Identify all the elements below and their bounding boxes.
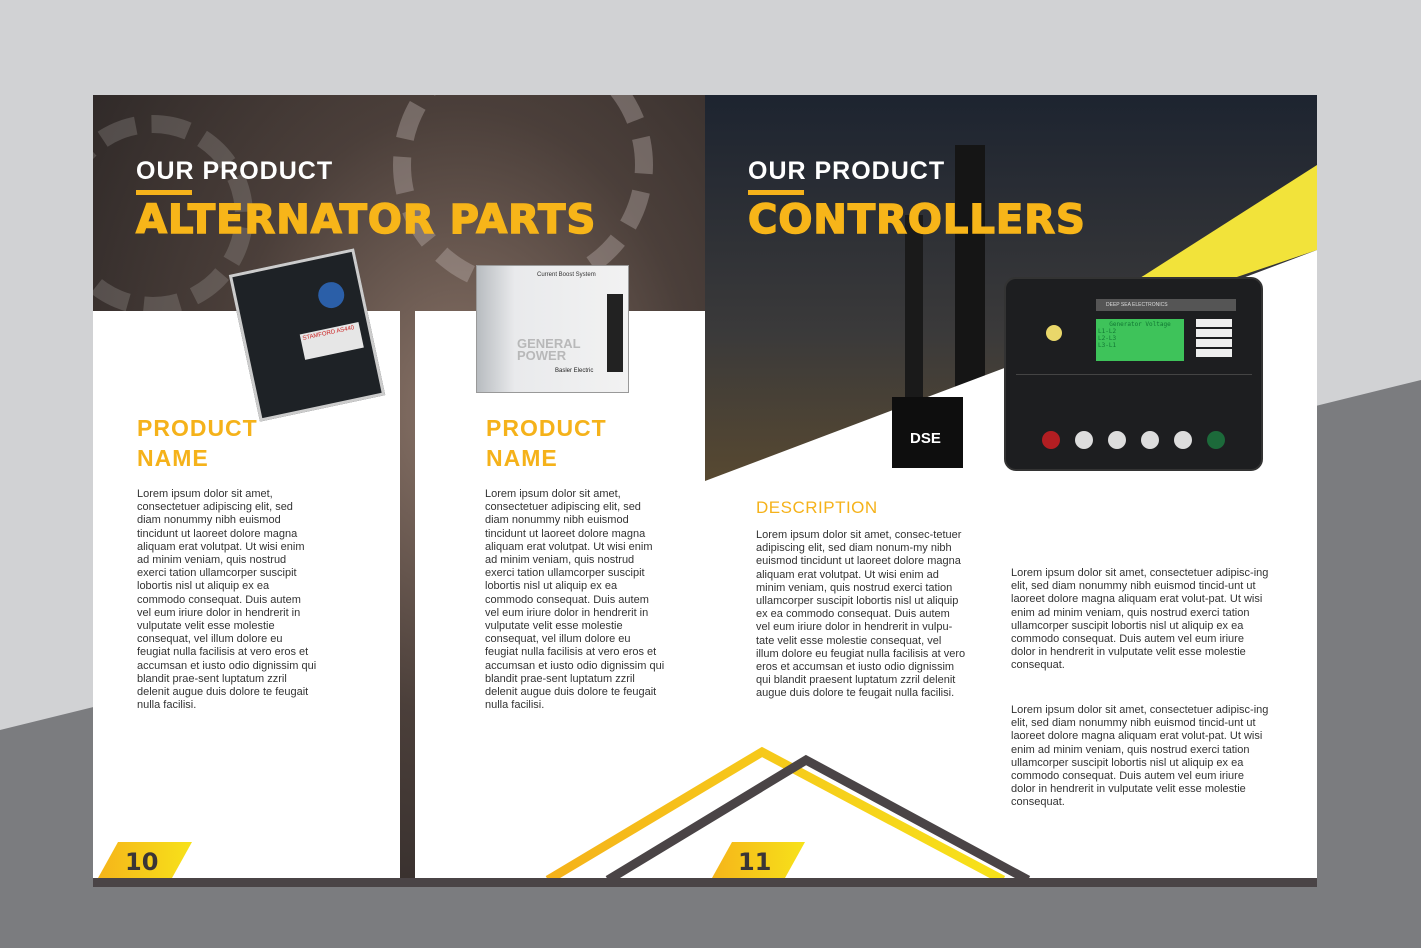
product-body-2: Lorem ipsum dolor sit amet, consectetuer adipiscing elit, sed diam nonummy nibh euismod tincidunt ut laoreet dolore magna aliquam erat volutpat. Ut wisi enim ad minim veniam, quis nostrud exerci tation ullamcorper suscipit lobortis nisl ut aliquip ex ea commodo consequat. Duis autem vel eum iriure dolor in hendrerit in vulputate velit esse molestie consequat, vel illum dolore eu feugiat nulla facilisis at vero eros et accumsan et iusto odio dignissim qui blandit prae-sent luptatum zzril delenit augue duis dolore te feugait nulla facilisi. [485, 488, 665, 712]
right-title: CONTROLLERS [748, 197, 1086, 243]
product-name-2: PRODUCT NAME [486, 415, 607, 471]
product-name-1: PRODUCT NAME [137, 415, 258, 471]
brochure-spread [93, 95, 1317, 887]
boost-brand: Basler Electric [555, 368, 594, 374]
description-heading: DESCRIPTION [756, 498, 878, 517]
right-kicker: OUR PRODUCT [748, 157, 946, 185]
product-body-1: Lorem ipsum dolor sit amet, consectetuer adipiscing elit, sed diam nonummy nibh euismod tincidunt ut laoreet dolore magna aliquam erat volutpat. Ut wisi enim ad minim veniam, quis nostrud exerci tation ullamcorper suscipit lobortis nisl ut aliquip ex ea commodo consequat. Duis autem vel eum iriure dolor in hendrerit in vulputate velit esse molestie consequat, vel illum dolore eu feugiat nulla facilisis at vero eros et accumsan et iusto odio dignissim qui blandit prae-sent luptatum zzril delenit augue duis dolore te feugait nulla facilisi. [137, 488, 317, 712]
left-title: ALTERNATOR PARTS [136, 197, 597, 243]
paragraph-1: Lorem ipsum dolor sit amet, consectetuer adipisc-ing elit, sed diam nonummy nibh euismod tincid-unt ut laoreet dolore magna aliquam erat volut-pat. Ut wisi enim ad minim veniam, quis nostrud exerci tation ullamcorper suscipit lobortis nisl ut aliquip ex ea commodo consequat. Duis autem vel eum iriure dolor in hendrerit in vulputate velit esse molestie consequat. [1011, 567, 1269, 672]
watermark: GENERAL POWER [517, 336, 581, 363]
page-number-left: 10 [125, 848, 159, 876]
regulator-label: STAMFORD AS440 [300, 322, 364, 360]
left-kicker: OUR PRODUCT [136, 157, 334, 185]
controller-brand: DEEP SEA ELECTRONICS [1096, 299, 1236, 311]
dse-logo: DSE [892, 397, 963, 468]
chevron-lines [93, 95, 1317, 887]
description-body: Lorem ipsum dolor sit amet, consec-tetuer adipiscing elit, sed diam nonum-my nibh euismod tincidunt ut laoreet dolore magna aliquam erat volutpat. Ut wisi enim ad minim veniam, quis nostrud exerci tation ullamcorper suscipit lobortis nisl ut aliquip ex ea commodo consequat. Duis autem vel eum iriure dolor in hendrerit in vulpu-tate velit esse molestie consequat, vel illum dolore eu feugiat nulla facilisis at vero eros et accumsan et iusto odio dignissim qui blandit praesent luptatum zzril delenit augue duis dolore te feugait nulla facilisi. [756, 529, 966, 700]
boost-label: Current Boost System [537, 272, 596, 278]
paragraph-2: Lorem ipsum dolor sit amet, consectetuer adipisc-ing elit, sed diam nonummy nibh euismod tincid-unt ut laoreet dolore magna aliquam erat volut-pat. Ut wisi enim ad minim veniam, quis nostrud exerci tation ullamcorper suscipit lobortis nisl ut aliquip ex ea commodo consequat. Duis autem vel eum iriure dolor in hendrerit in vulputate velit esse molestie consequat. [1011, 704, 1269, 809]
controller-screen: Generator Voltage L1-L2 L2-L3 L3-L1 [1096, 319, 1184, 361]
page-number-right: 11 [738, 848, 772, 876]
